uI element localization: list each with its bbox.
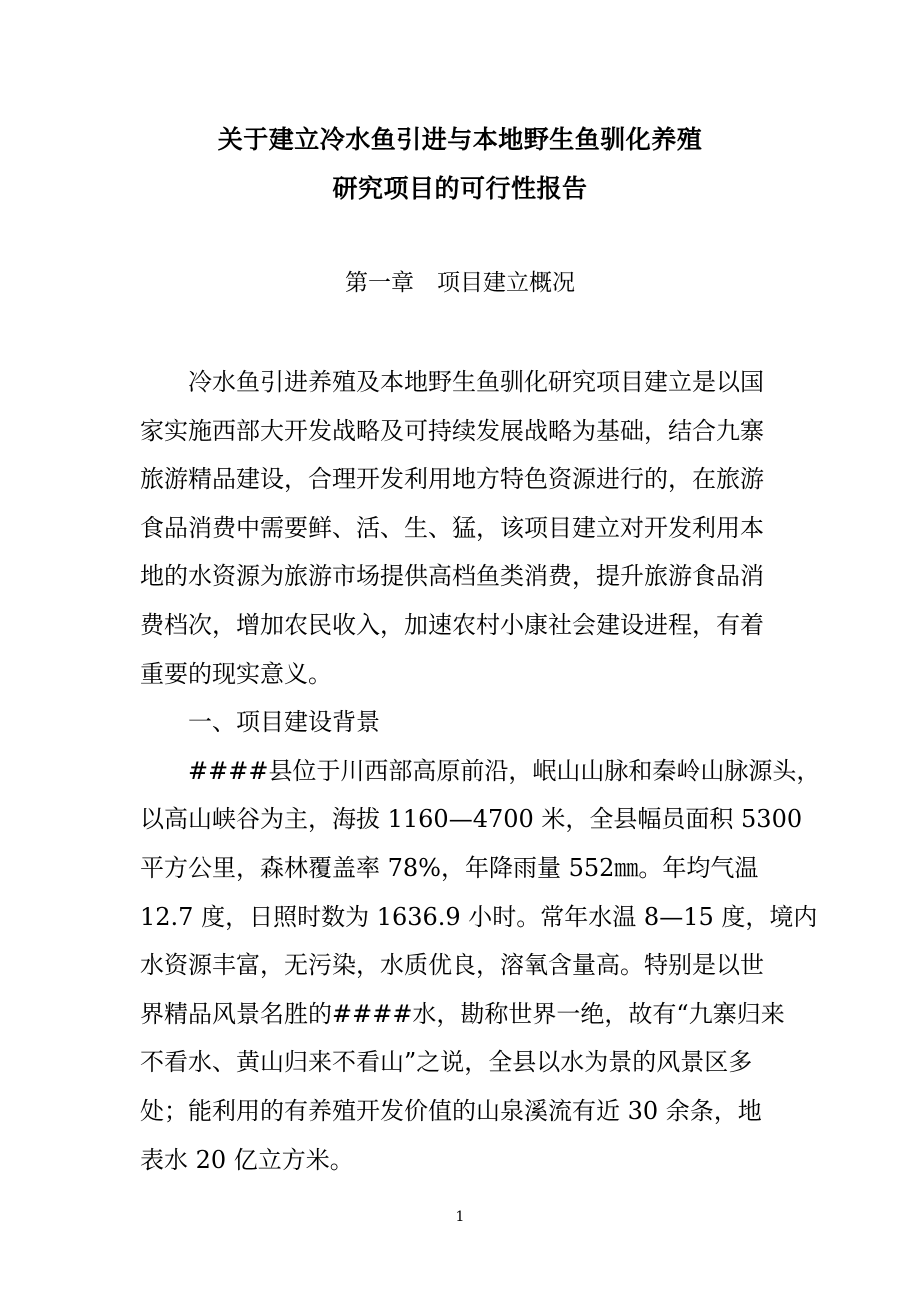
page-number: 1 [455,1209,465,1225]
paragraph-line: 食品消费中需要鲜、活、生、猛，该项目建立对开发利用本 [140,513,764,542]
paragraph-line: 以高山峡谷为主，海拔 1160—4700 米，全县幅员面积 5300 [140,805,803,834]
chapter-heading: 第一章 项目建立概况 [345,270,575,296]
paragraph-line: 重要的现实意义。 [140,659,332,688]
paragraph-line: 表水 20 亿立方米。 [140,1145,354,1174]
paragraph-line: 平方公里，森林覆盖率 78%，年降雨量 552㎜。年均气温 [140,853,759,882]
paragraph-line: 不看水、黄山归来不看山”之说，全县以水为景的风景区多 [140,1048,753,1077]
document-title-line-2: 研究项目的可行性报告 [332,174,588,203]
section-heading: 一、项目建设背景 [188,708,380,737]
body-text [140,358,821,1184]
paragraph-line: 水资源丰富，无污染，水质优良，溶氧含量高。特别是以世 [140,951,764,980]
paragraph-line: 费档次，增加农民收入，加速农村小康社会建设进程，有着 [140,610,764,639]
paragraph-line: 地的水资源为旅游市场提供高档鱼类消费，提升旅游食品消 [140,562,764,591]
paragraph-line: 旅游精品建设，合理开发利用地方特色资源进行的，在旅游 [140,465,764,494]
paragraph-line: 处；能利用的有养殖开发价值的山泉溪流有近 30 余条，地 [140,1096,762,1125]
paragraph-line: ####县位于川西部高原前沿，岷山山脉和秦岭山脉源头， [188,756,821,785]
paragraph-line: 家实施西部大开发战略及可持续发展战略为基础，结合九寨 [140,416,764,445]
paragraph-line: 冷水鱼引进养殖及本地野生鱼驯化研究项目建立是以国 [188,368,764,396]
paragraph-line: 12.7 度，日照时数为 1636.9 小时。常年水温 8—15 度，境内 [140,902,818,931]
paragraph-line: 界精品风景名胜的####水，勘称世界一绝，故有“九寨归来 [140,999,785,1028]
document-title-line-1: 关于建立冷水鱼引进与本地野生鱼驯化养殖 [217,125,703,154]
